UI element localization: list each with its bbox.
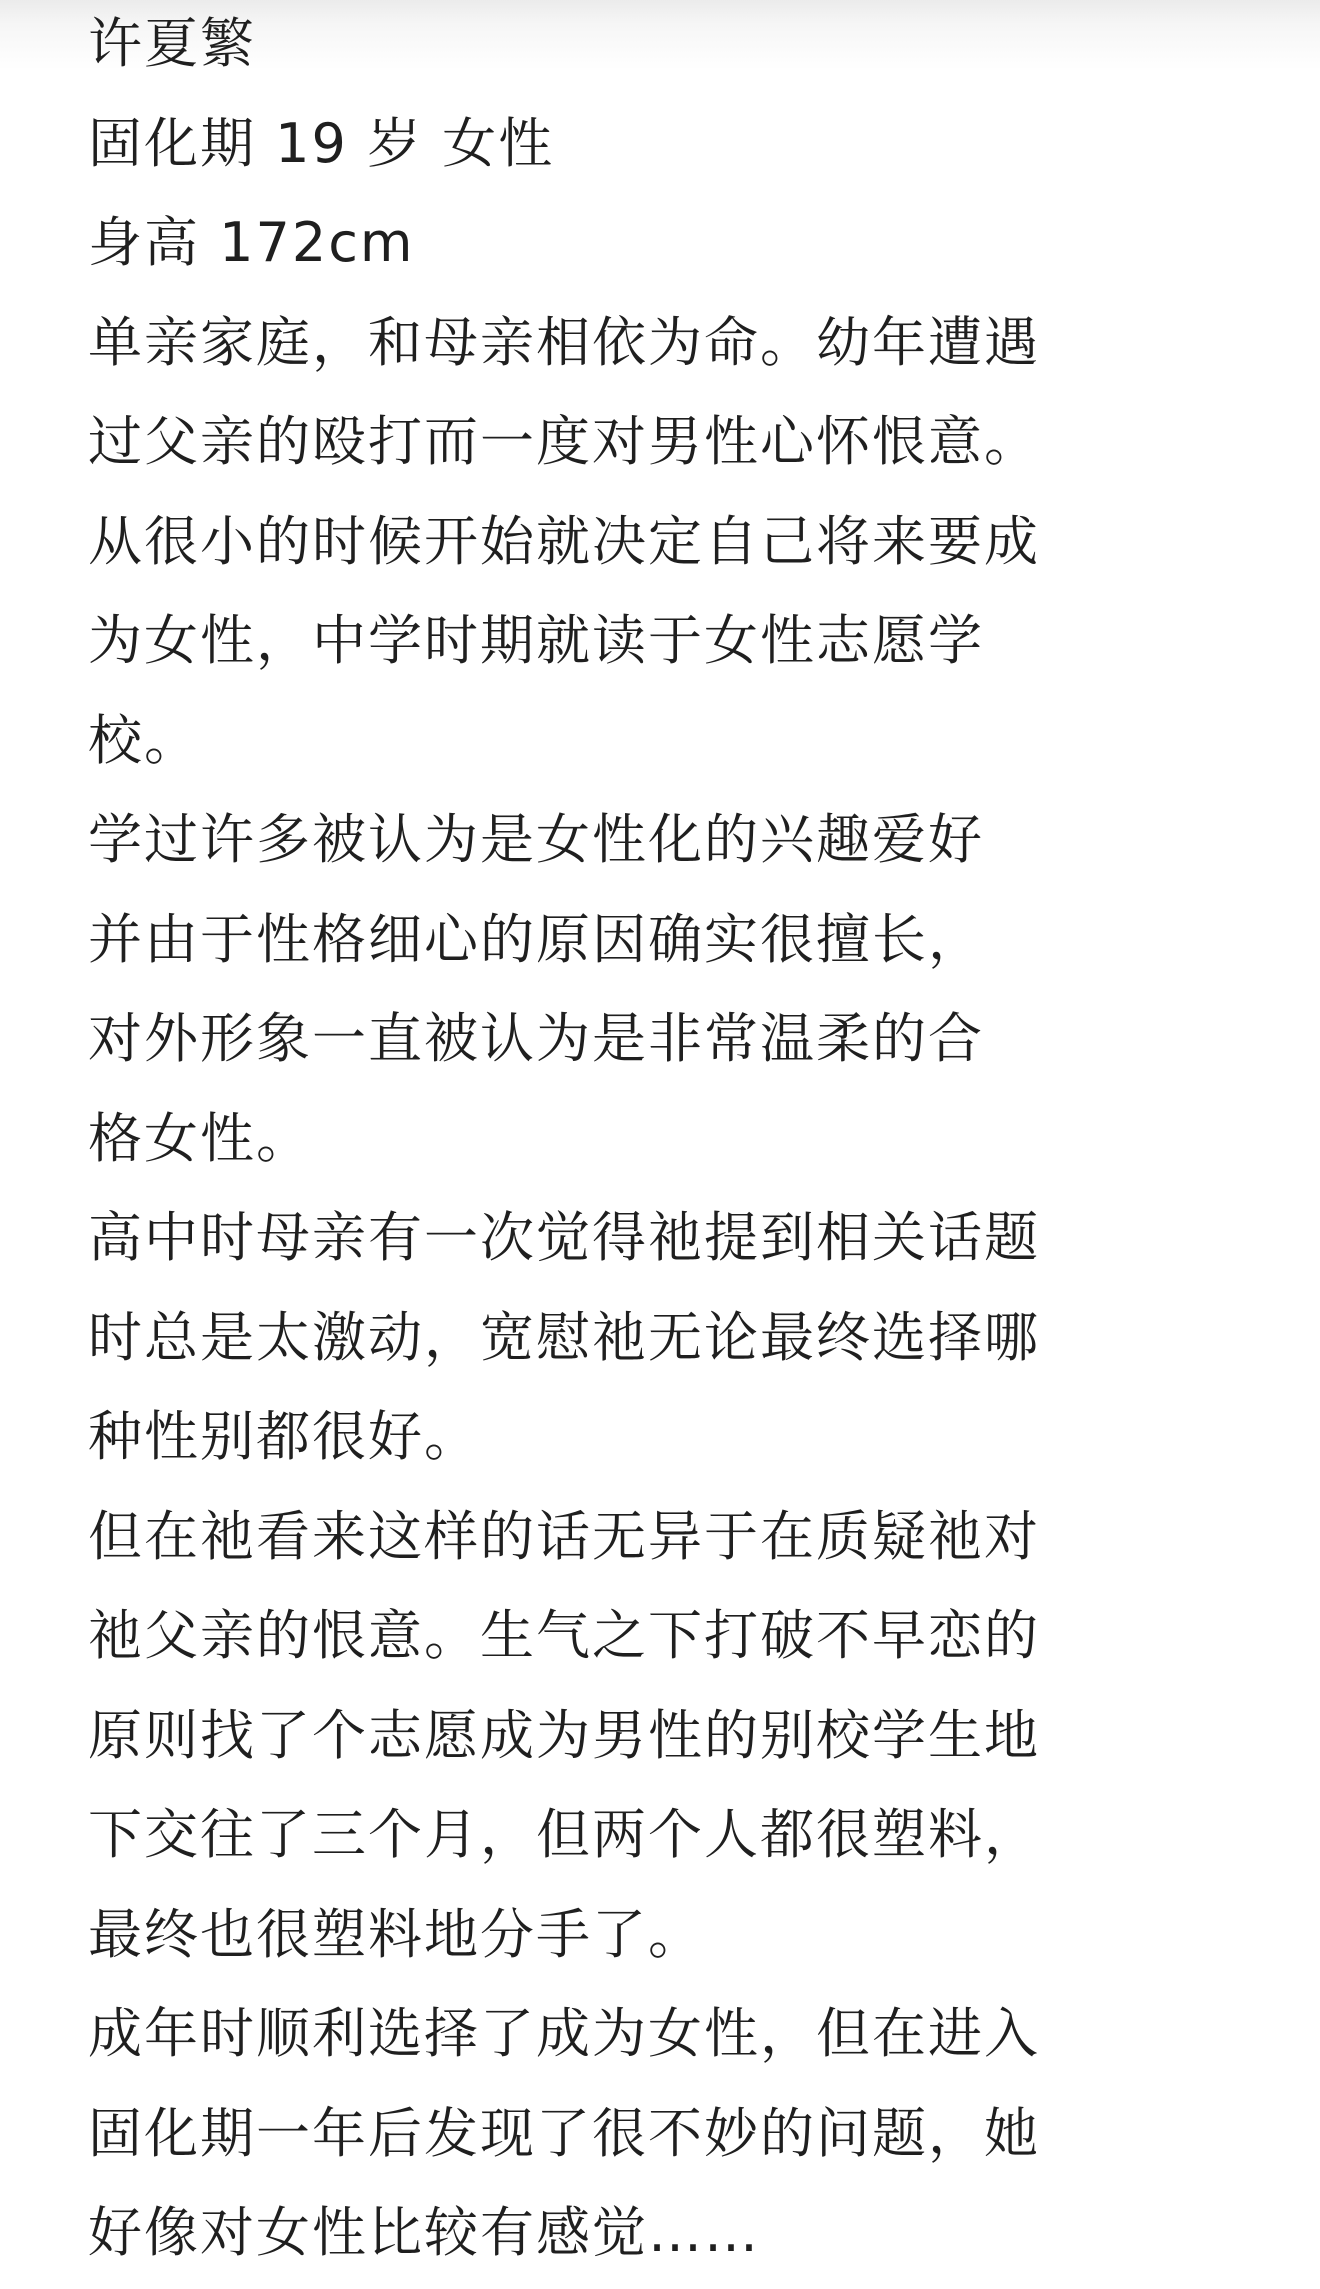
text-line: 为女性，中学时期就读于女性志愿学 — [88, 609, 984, 672]
text-line: 原则找了个志愿成为男性的别校学生地 — [88, 1703, 1040, 1767]
text-line: 成年时顺利选择了成为女性，但在进入 — [88, 2002, 1040, 2065]
text-line: 好像对女性比较有感觉…… — [88, 2201, 760, 2264]
text-line: 并由于性格细心的原因确实很擅长， — [88, 907, 984, 971]
text-line: 固化期一年后发现了很不妙的问题，她 — [88, 2101, 1040, 2165]
note-body — [88, 0, 1288, 2283]
text-line: 格女性。 — [88, 1106, 312, 1170]
text-line: 最终也很塑料地分手了。 — [88, 1902, 704, 1966]
text-line: 祂父亲的恨意。生气之下打破不早恋的 — [88, 1604, 1040, 1667]
character-name: 许夏繁 — [88, 12, 256, 75]
text-line: 种性别都很好。 — [88, 1405, 480, 1468]
text-line: 单亲家庭，和母亲相依为命。幼年遭遇 — [88, 310, 1040, 374]
text-line: 学过许多被认为是女性化的兴趣爱好 — [88, 808, 984, 871]
text-line: 校。 — [88, 708, 200, 772]
character-stage-age-gender: 固化期 19 岁 女性 — [88, 111, 555, 175]
character-height: 身高 172cm — [88, 211, 415, 274]
text-line: 从很小的时候开始就决定自己将来要成 — [88, 509, 1040, 573]
text-line: 对外形象一直被认为是非常温柔的合 — [88, 1007, 984, 1070]
text-line: 下交往了三个月，但两个人都很塑料， — [88, 1803, 1040, 1866]
text-line: 高中时母亲有一次觉得祂提到相关话题 — [88, 1206, 1040, 1269]
text-line: 过父亲的殴打而一度对男性心怀恨意。 — [88, 410, 1040, 473]
text-line: 但在祂看来这样的话无异于在质疑祂对 — [88, 1504, 1040, 1568]
text-line: 时总是太激动，宽慰祂无论最终选择哪 — [88, 1305, 1040, 1369]
